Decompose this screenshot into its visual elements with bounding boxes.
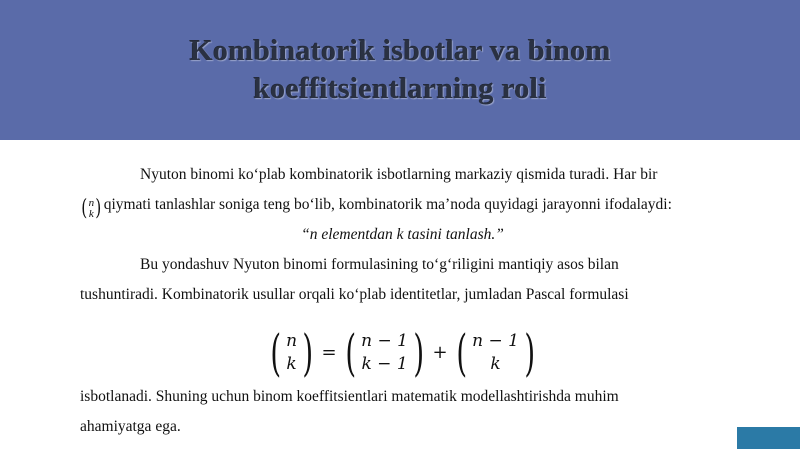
slide-title bbox=[100, 32, 700, 108]
paragraph-3 bbox=[80, 382, 725, 442]
formula-term-2: ( n − 1 k ) bbox=[455, 324, 536, 382]
corner-accent bbox=[737, 427, 800, 449]
term1-bottom: k − 1 bbox=[361, 354, 408, 374]
formula-lhs: ( n k ) bbox=[269, 324, 314, 382]
quote-text: “n elementdan k tasini tanlash.” bbox=[301, 226, 504, 243]
paragraph-2-line-2: tushuntiradi. Kombinatorik usullar orqali ko‘plab identitetlar, jumladan Pascal formulasi bbox=[80, 286, 629, 303]
pascal-formula bbox=[80, 324, 725, 382]
lhs-bottom: k bbox=[286, 354, 297, 374]
binomial-stack bbox=[89, 198, 95, 220]
title-line-2: koeffitsientlarning roli bbox=[253, 72, 547, 105]
inline-binomial bbox=[80, 198, 103, 220]
binomial-top: n bbox=[88, 197, 95, 209]
term2-bottom: k bbox=[490, 354, 501, 374]
paragraph-1-line-2-text: qiymati tanlashlar soniga teng bo‘lib, kombinatorik ma’noda quyidagi jarayonni ifodalaydi: bbox=[103, 196, 672, 213]
binomial-bottom: k bbox=[88, 208, 94, 220]
slide-body bbox=[80, 160, 725, 435]
paragraph-3-line-2: ahamiyatga ega. bbox=[80, 418, 181, 435]
lhs-top: n bbox=[286, 331, 298, 351]
term1-top: n − 1 bbox=[361, 331, 408, 351]
slide-header bbox=[0, 0, 800, 140]
paragraph-1-line-2 bbox=[80, 190, 725, 220]
open-paren: ( bbox=[81, 196, 88, 221]
title-line-1: Kombinatorik isbotlar va binom bbox=[189, 34, 611, 67]
paragraph-2-line-1: Bu yondashuv Nyuton binomi formulasining to‘g‘riligini mantiqiy asos bilan bbox=[140, 256, 619, 273]
plus-sign: + bbox=[432, 342, 448, 363]
formula-term-1: ( n − 1 k − 1 ) bbox=[345, 324, 425, 382]
term2-top: n − 1 bbox=[472, 331, 519, 351]
paragraph-3-line-1: isbotlanadi. Shuning uchun binom koeffitsientlari matematik modellashtirishda muhim bbox=[80, 388, 619, 405]
close-paren: ) bbox=[95, 196, 102, 221]
equals-sign: = bbox=[321, 342, 337, 363]
paragraph-1-line-1: Nyuton binomi ko‘plab kombinatorik isbotlarning markaziy qismida turadi. Har bir bbox=[140, 166, 658, 183]
